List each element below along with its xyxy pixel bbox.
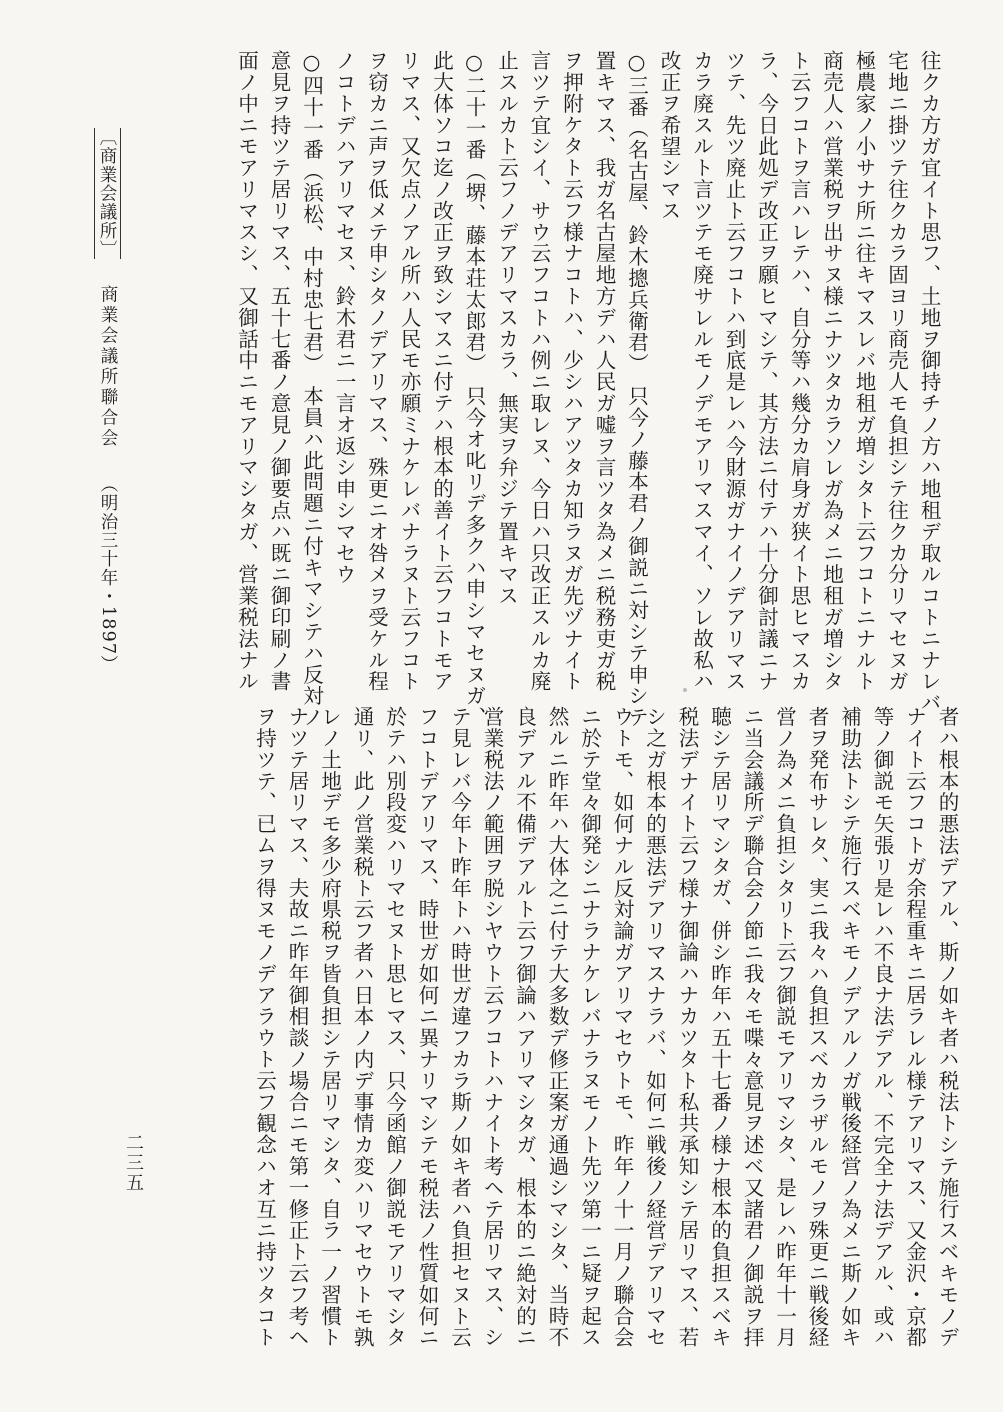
text-column: 税法デナイト云フ様ナ御論ハナカツタト私共承知シテ居リマス、若: [675, 706, 699, 1348]
text-column: テ見レバ今年ト昨年トハ時世ガ違フカラ斯ノ如キ者ハ負担セヌト云: [447, 706, 472, 1348]
text-column: 営業税法ノ範囲ヲ脱シヤウト云フコトハナイト考ヘテ居リマス、シ: [480, 706, 504, 1348]
text-column: ト云フコトヲ言ハレテハ、自分等ハ幾分カ肩身ガ狭イト思ヒマスカ: [787, 50, 811, 692]
text-column: 此大体ソコ迄ノ改正ヲ致シマスニ付テハ根本的善イト云フコトモア: [429, 50, 454, 692]
text-column: 改正ヲ希望シマス: [657, 50, 681, 222]
text-column: シ之ガ根本的悪法デアリマスナラバ、如何ニ戦後ノ経営デアリマセ: [642, 706, 667, 1348]
text-column: 極農家ノ小サナ所ニ往キマスレバ地租ガ増シタト云フコトニナルト: [852, 50, 876, 692]
text-column: 宅地ニ掛ツテ往クカラ固ヨリ商売人モ負担シテ往クカ分リマセヌガ: [884, 50, 909, 692]
text-column: ヲ押附ケタト云フ様ナコトハ、少シハアツタカ知ラヌガ先ヅナイト: [559, 50, 584, 692]
text-block-upper: [230, 50, 945, 728]
text-column: 通リ、此ノ営業税ト云フ者ハ日本ノ内デ事情カ変ハリマセウトモ孰: [350, 706, 374, 1348]
text-column: 商売人ハ営業税ヲ出サヌ様ニナツタカラソレガ為メニ地租ガ増シタ: [819, 50, 844, 692]
text-column: ニ当会議所デ聯合会ノ節ニ我々モ喋々意見ヲ述ベ又諸君ノ御説ヲ拝: [740, 706, 764, 1348]
header-tag: 〔商業会議所〕: [94, 128, 121, 259]
text-column: 然ルニ昨年ハ大体之ニ付テ大多数デ修正案ガ通過シマシタ、当時不: [545, 706, 569, 1348]
running-header: [94, 128, 121, 688]
header-title: 商業会議所聯合会: [98, 284, 118, 449]
text-column: ナツテ居リマス、夫故ニ昨年御相談ノ場合ニモ第一修正ト云フ考ヘ: [285, 706, 309, 1348]
text-column: 者ハ根本的悪法デアル、斯ノ如キ者ハ税法トシテ施行スベキモノデ: [935, 706, 959, 1348]
text-column: ○四十一番（浜松、中村忠七君） 本員ハ此問題ニ付キマシテハ反対ノ: [299, 50, 324, 728]
header-year: （明治三十年・1897）: [98, 474, 118, 674]
page-number: 二三五: [123, 1133, 144, 1193]
text-column: フコトデアリマス、時世ガ如何ニ異ナリマシテモ税法ノ性質如何ニ: [415, 706, 439, 1348]
text-column: 等ノ御説モ矢張リ是レハ不良ナ法デアル、不完全ナ法デアル、或ハ: [870, 706, 894, 1348]
text-column: 良デアル不備デアルト云フ御論ハアリマシタガ、根本的ニ絶対的ニ: [512, 706, 537, 1348]
text-column: 聴シテ居リマシタガ、併シ昨年ハ五十七番ノ様ナ根本的負担スベキ: [707, 706, 732, 1348]
text-column: 営ノ為メニ負担シタリト云フ御説モアリマシタ、是レハ昨年十一月: [772, 706, 797, 1348]
text-column: ニ於テ堂々御発シニナラナケレバナラヌモノト先ツ第一ニ疑ヲ起ス: [577, 706, 602, 1348]
text-column: ウトモ、如何ナル反対論ガアリマセウトモ、昨年ノ十一月ノ聯合会: [610, 706, 634, 1348]
text-column: 於テハ別段変ハリマセヌト思ヒマス、只今函館ノ御説モアリマシタ: [382, 706, 407, 1348]
text-column: ヲ持ツテ、已ムヲ得ヌモノデアラウト云フ観念ハオ互ニ持ツタコト: [252, 706, 277, 1348]
text-column: 意見ヲ持ツテ居リマス、五十七番ノ意見ノ御要点ハ既ニ御印刷ノ書: [267, 50, 291, 692]
text-column: 補助法トシテ施行スベキモノデアルノガ戦後経営ノ為メニ斯ノ如キ: [837, 706, 862, 1348]
text-column: 者ヲ発布サレタ、実ニ我々ハ負担スベカラザルモノヲ殊更ニ戦後経: [805, 706, 829, 1348]
text-column: リマス、又欠点ノアル所ハ人民モ亦願ミナケレバナラヌト云フコト: [397, 50, 421, 692]
text-column: レノ土地デモ多少府県税ヲ皆負担シテ居リマシタ、自ラ一ノ習慣ト: [317, 706, 342, 1348]
page-speck: [683, 688, 687, 692]
text-block-lower: [248, 706, 963, 1348]
text-column: カラ廃スルト言ツテモ廃サレルモノデモアリマスマイ、ソレ故私ハ: [689, 50, 714, 692]
text-column: 置キマス、我ガ名古屋地方デハ人民ガ嘘ヲ言ツタ為メニ税務吏ガ税: [592, 50, 616, 692]
text-column: ○三番（名古屋、鈴木摠兵衛君） 只今ノ藤本君ノ御説ニ対シテ申シテ: [624, 50, 649, 728]
text-column: 面ノ中ニモアリマスシ、又御話中ニモアリマシタガ、営業税法ナル: [234, 50, 259, 692]
text-column: ラ、今日此処デ改正ヲ願ヒマシテ、其方法ニ付テハ十分御討議ニナ: [754, 50, 779, 692]
text-column: 止スルカト云フノデアリマスカラ、無実ヲ弁ジテ置キマス: [494, 50, 519, 607]
text-column: 言ツテ宜シイ、サウ云フコトハ例ニ取レヌ、今日ハ只改正スルカ廃: [527, 50, 551, 692]
text-column: 往クカ方ガ宜イト思フ、土地ヲ御持チノ方ハ地租デ取ルコトニナレバ: [917, 50, 941, 714]
text-column: ○二十一番（堺、藤本荘太郎君） 只今オ叱リデ多クハ申シマセヌガ、: [462, 50, 486, 728]
text-column: ヲ窃カニ声ヲ低メテ申シタノデアリマス、殊更ニオ咎メヲ受ケル程: [364, 50, 389, 692]
text-column: ナイト云フコトガ余程重キニ居ラレル様テアリマス、又金沢・京都: [902, 706, 927, 1348]
text-column: ノコトデハアリマセヌ、鈴木君ニ一言オ返シ申シマセウ: [332, 50, 356, 585]
text-column: ツテ、先ツ廃止ト云フコトハ到底是レハ今財源ガナイノデアリマス: [722, 50, 746, 692]
